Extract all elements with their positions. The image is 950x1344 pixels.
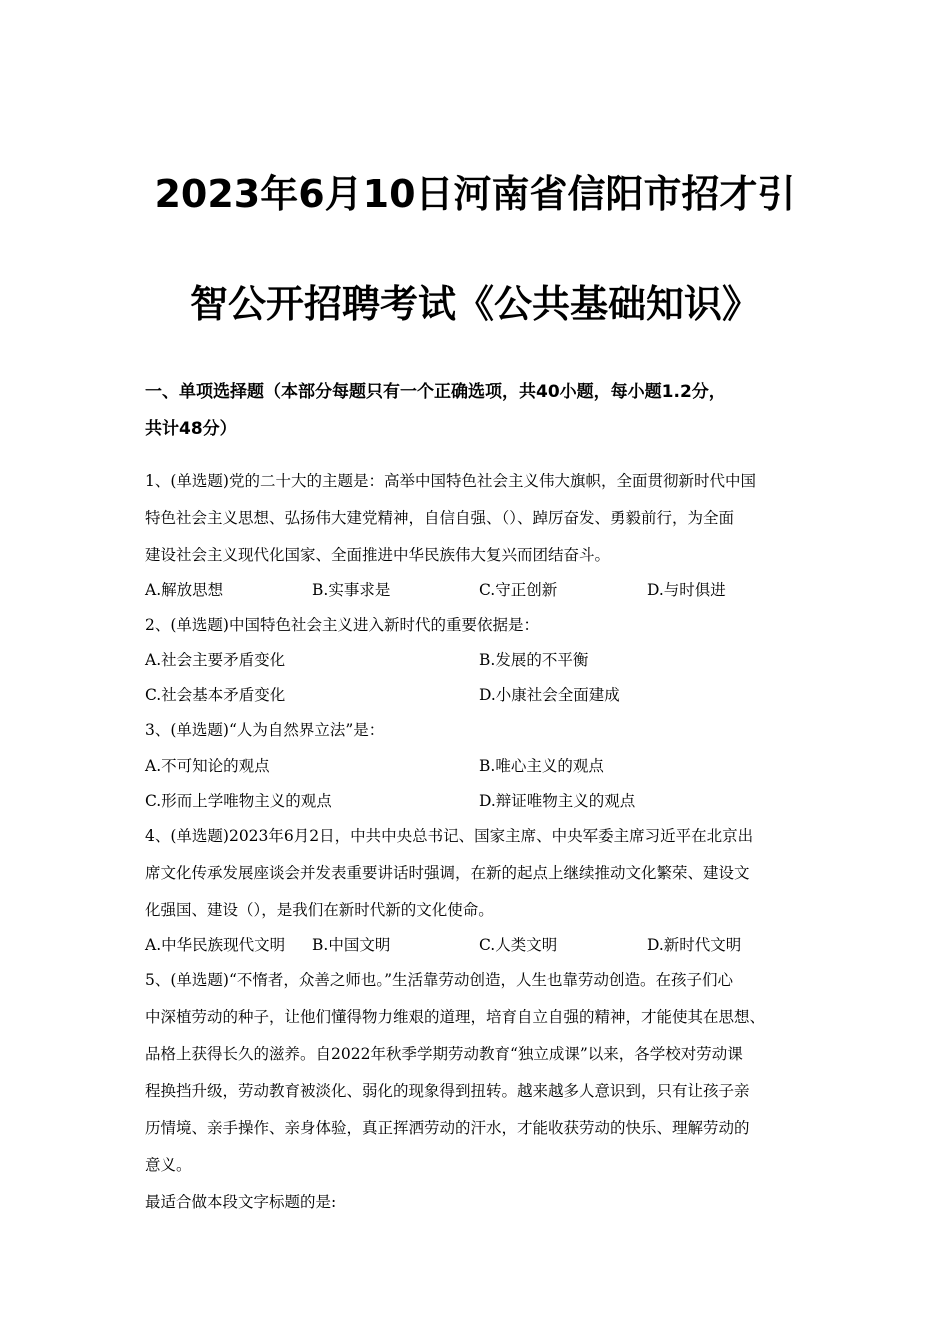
question-5-line-6: 意义。 — [145, 1156, 192, 1174]
section-heading-line-1: 一、单项选择题（本部分每题只有一个正确选项，共40小题，每小题1.2分， — [145, 382, 726, 402]
document-title-line-1: 2023年6月10日河南省信阳市招才引 — [154, 172, 796, 216]
question-5-line-4: 程换挡升级，劳动教育被淡化、弱化的现象得到扭转。越来越多人意识到，只有让孩子亲 — [145, 1082, 750, 1100]
question-3-line-1: 3、(单选题)“人为自然界立法”是： — [145, 721, 385, 739]
question-3-option-b: B.唯心主义的观点 — [479, 757, 604, 775]
question-4-line-1: 4、(单选题)2023年6月2日，中共中央总书记、国家主席、中央军委主席习近平在北京出 — [145, 827, 754, 845]
question-3-option-a: A.不可知论的观点 — [145, 757, 270, 775]
question-4-option-a: A.中华民族现代文明 — [145, 936, 286, 954]
question-2-option-b: B.发展的不平衡 — [479, 651, 589, 669]
section-heading-line-2: 共计48分） — [145, 419, 237, 439]
question-1-option-d: D.与时俱进 — [647, 581, 726, 599]
question-5-line-5: 历情境、亲手操作、亲身体验，真正挥洒劳动的汗水，才能收获劳动的快乐、理解劳动的 — [145, 1119, 750, 1137]
question-4-option-b: B.中国文明 — [312, 936, 391, 954]
question-4-line-2: 席文化传承发展座谈会并发表重要讲话时强调，在新的起点上继续推动文化繁荣、建设文 — [145, 864, 750, 882]
question-4-line-3: 化强国、建设（），是我们在新时代新的文化使命。 — [145, 901, 494, 919]
question-2-option-d: D.小康社会全面建成 — [479, 686, 620, 704]
question-2-option-c: C.社会基本矛盾变化 — [145, 686, 286, 704]
question-5-line-1: 5、(单选题)“不惰者，众善之师也。”生活靠劳动创造，人生也靠劳动创造。在孩子们心 — [145, 971, 734, 989]
question-5-line-3: 品格上获得长久的滋养。自2022年秋季学期劳动教育“独立成课”以来，各学校对劳动课 — [145, 1045, 743, 1063]
question-3-option-c: C.形而上学唯物主义的观点 — [145, 792, 332, 810]
question-1-line-3: 建设社会主义现代化国家、全面推进中华民族伟大复兴而团结奋斗。 — [145, 546, 611, 564]
question-2-line-1: 2、(单选题)中国特色社会主义进入新时代的重要依据是： — [145, 616, 539, 634]
document-title-line-2: 智公开招聘考试《公共基础知识》 — [189, 282, 760, 326]
question-1-line-1: 1、(单选题)党的二十大的主题是：高举中国特色社会主义伟大旗帜，全面贯彻新时代中国 — [145, 472, 756, 490]
question-4-option-d: D.新时代文明 — [647, 936, 742, 954]
question-2-option-a: A.社会主要矛盾变化 — [145, 651, 286, 669]
question-5-prompt: 最适合做本段文字标题的是: — [145, 1193, 337, 1211]
question-1-option-a: A.解放思想 — [145, 581, 224, 599]
question-5-line-2: 中深植劳动的种子，让他们懂得物力维艰的道理，培育自立自强的精神，才能使其在思想、 — [145, 1008, 766, 1026]
question-3-option-d: D.辩证唯物主义的观点 — [479, 792, 636, 810]
question-4-option-c: C.人类文明 — [479, 936, 558, 954]
question-1-line-2: 特色社会主义思想、弘扬伟大建党精神，自信自强、（）、踔厉奋发、勇毅前行，为全面 — [145, 509, 735, 527]
question-1-option-c: C.守正创新 — [479, 581, 558, 599]
question-1-option-b: B.实事求是 — [312, 581, 391, 599]
